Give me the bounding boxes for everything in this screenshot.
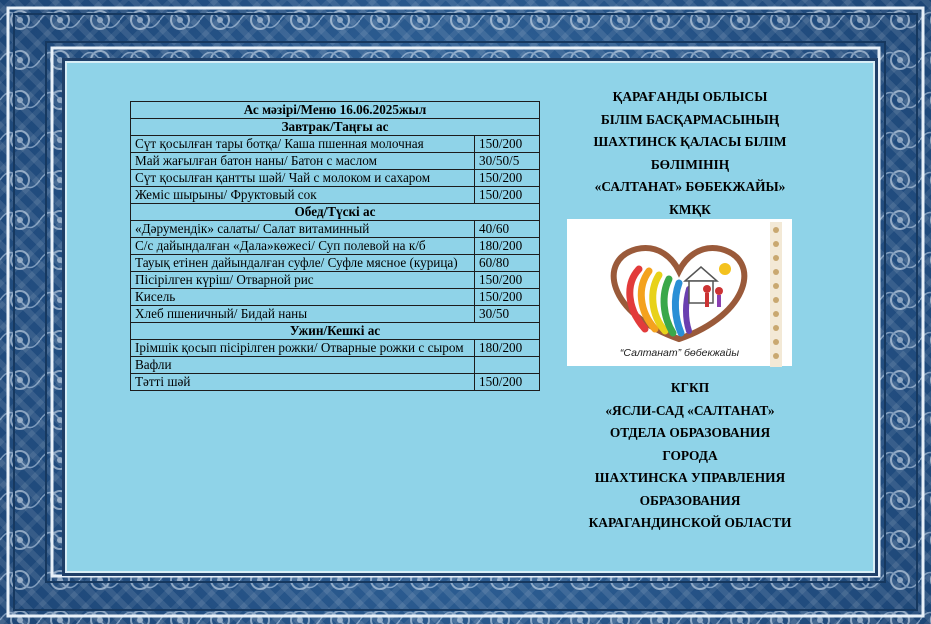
meal-section-heading: Обед/Түскі ас	[131, 204, 540, 221]
portion-amount: 40/60	[475, 221, 540, 238]
dish-name: Сүт қосылған тары ботқа/ Каша пшенная молочная	[131, 136, 475, 153]
meal-section-row	[131, 119, 540, 136]
table-row	[131, 272, 540, 289]
org-ru-line: ОТДЕЛА ОБРАЗОВАНИЯ	[609, 425, 771, 440]
portion-amount: 150/200	[475, 272, 540, 289]
portion-amount: 60/80	[475, 255, 540, 272]
dish-name: Пісірілген күріш/ Отварной рис	[131, 272, 475, 289]
ornament-strip	[770, 222, 782, 367]
org-ru-line: «ЯСЛИ-САД «САЛТАНАТ»	[605, 402, 775, 418]
portion-amount: 150/200	[475, 374, 540, 391]
dish-name: Ірімшік қосып пісірілген рожки/ Отварные рожки с сыром	[131, 340, 475, 357]
org-ru-line: ОБРАЗОВАНИЯ	[639, 492, 741, 508]
org-ru-line: КГКП	[670, 380, 710, 395]
dish-name: С/с дайындалған «Дала»көжесі/ Суп полевой на к/б	[131, 238, 475, 255]
dish-name: Май жағылған батон наны/ Батон с маслом	[131, 153, 475, 170]
portion-amount: 180/200	[475, 340, 540, 357]
table-row	[131, 357, 540, 374]
table-row	[131, 340, 540, 357]
org-ru-line: КАРАГАНДИНСКОЙ ОБЛАСТИ	[588, 515, 792, 530]
dish-name: «Дәрумендік» салаты/ Салат витаминный	[131, 221, 475, 238]
logo-caption: “Салтанат” бөбекжайы	[619, 347, 740, 359]
dish-name: Тәтті шәй	[131, 374, 475, 391]
table-row	[131, 221, 540, 238]
org-ru-line: ГОРОДА	[662, 447, 718, 463]
table-row	[131, 153, 540, 170]
table-row	[131, 289, 540, 306]
kindergarten-logo	[567, 219, 792, 366]
meal-section-row	[131, 323, 540, 340]
org-ru-line: ШАХТИНСКА УПРАВЛЕНИЯ	[594, 470, 786, 485]
portion-amount: 150/200	[475, 289, 540, 306]
menu-title-row	[131, 102, 540, 119]
org-kz-line: КМҚК	[669, 201, 711, 217]
org-kz-line: ШАХТИНСК ҚАЛАСЫ БІЛІМ	[593, 134, 787, 149]
portion-amount: 150/200	[475, 170, 540, 187]
dish-name: Кисель	[131, 289, 475, 306]
menu-title: Ас мәзірі/Меню 16.06.2025жыл	[131, 102, 540, 119]
table-row	[131, 255, 540, 272]
dish-name: Сүт қосылған қантты шәй/ Чай с молоком и сахаром	[131, 170, 475, 187]
dish-name: Тауық етінен дайындалған суфле/ Суфле мясное (курица)	[131, 255, 475, 272]
heart-logo-icon	[567, 219, 792, 366]
portion-amount: 30/50	[475, 306, 540, 323]
org-kz-line: ҚАРАҒАНДЫ ОБЛЫСЫ	[612, 89, 768, 104]
table-row	[131, 306, 540, 323]
portion-amount: 150/200	[475, 136, 540, 153]
dish-name: Жеміс шырыны/ Фруктовый сок	[131, 187, 475, 204]
org-name-kazakh	[560, 86, 820, 221]
table-row	[131, 170, 540, 187]
portion-amount	[475, 357, 540, 374]
table-row	[131, 136, 540, 153]
org-kz-line: БІЛІМ БАСҚАРМАСЫНЫҢ	[600, 111, 780, 127]
org-name-russian	[560, 377, 820, 535]
portion-amount: 150/200	[475, 187, 540, 204]
org-kz-line: «САЛТАНАТ» БӨБЕКЖАЙЫ»	[594, 179, 786, 194]
meal-section-heading: Завтрак/Таңғы ас	[131, 119, 540, 136]
table-row	[131, 238, 540, 255]
dish-name: Вафли	[131, 357, 475, 374]
portion-amount: 180/200	[475, 238, 540, 255]
portion-amount: 30/50/5	[475, 153, 540, 170]
org-kz-line: БӨЛІМІНІҢ	[650, 156, 730, 172]
meal-section-row	[131, 204, 540, 221]
menu-table	[130, 101, 540, 391]
table-row	[131, 374, 540, 391]
table-row	[131, 187, 540, 204]
meal-section-heading: Ужин/Кешкі ас	[131, 323, 540, 340]
dish-name: Хлеб пшеничный/ Бидай наны	[131, 306, 475, 323]
